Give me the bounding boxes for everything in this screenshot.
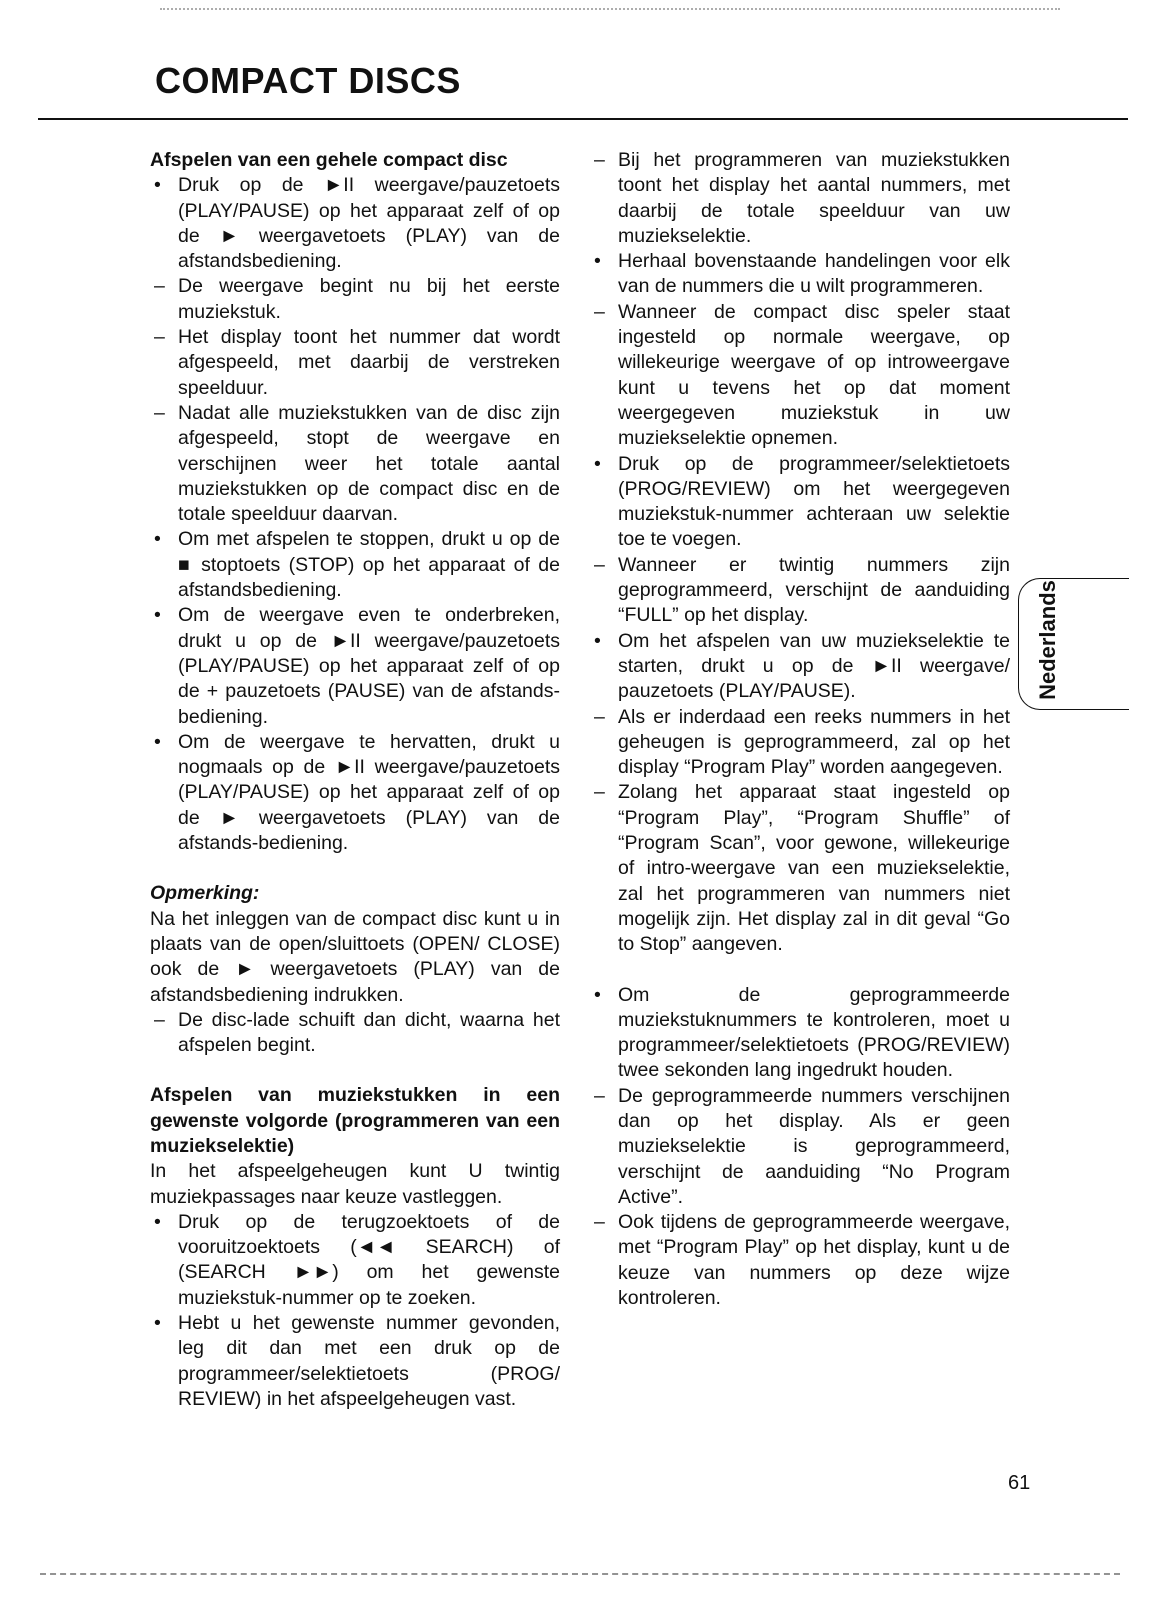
list-marker: – [594, 781, 605, 804]
list-item [590, 452, 1010, 553]
list-marker: • [154, 528, 161, 551]
list-marker: • [594, 629, 601, 652]
right-column [590, 148, 1010, 1311]
list-item [150, 401, 560, 527]
list-item-text: Nadat alle muziekstukken van de disc zijn afgespeeld, stopt de weergave en verschijnen weer het totale aantal muziekstukken op de compact disc en de totale speelduur daarvan. [178, 401, 560, 526]
programming-steps-list [590, 148, 1010, 958]
list-marker: – [594, 705, 605, 728]
list-item [590, 1210, 1010, 1311]
list-item [150, 1311, 560, 1412]
list-item [150, 325, 560, 401]
list-item-text: Bij het programmeren van muziekstukken toont het display het aantal nummers, met daarbij de totale speelduur van uw muziekselektie. [618, 149, 1010, 247]
list-item-text: Druk op de ►II weergave/pauzetoets (PLAY/PAUSE) op het apparaat zelf of op de ► weergavetoets (PLAY) van de afstandsbediening. [178, 174, 560, 273]
list-item [150, 603, 560, 729]
list-item-text: Om de weergave even te onderbreken, drukt u op de ►II weergave/pauzetoets (PLAY/PAUSE) op het apparaat zelf of op de + pauzetoets (PAUSE) van de afstands-bediening. [178, 604, 560, 728]
page-title: COMPACT DISCS [155, 60, 461, 101]
list-item-text: Druk op de terugzoektoets of de vooruitzoektoets (◄◄ SEARCH) of (SEARCH ►►) om het gewenste muziekstuk-nummer op te zoeken. [178, 1210, 560, 1309]
list-marker: • [594, 250, 601, 273]
language-side-tab-label: Nederlands [1035, 580, 1060, 700]
programming-intro: In het afspeelgeheugen kunt U twintig muziekpassages naar keuze vastleggen. [150, 1160, 560, 1208]
list-item-text: Zolang het apparaat staat ingesteld op “Program Play”, “Program Shuffle” of “Program Scan”, voor gewone, willekeurige of intro-weergave van een muziekselektie, zal het programmeren van nummers niet mogelijk zijn. Het display zal in dit geval “Go to Stop” aangeven. [618, 781, 1010, 956]
list-item [150, 730, 560, 856]
scan-noise-top [160, 8, 1060, 16]
list-marker: – [594, 300, 605, 323]
list-item [590, 780, 1010, 957]
list-item-text: Hebt u het gewenste nummer gevonden, leg dit dan met een druk op de programmeer/selektietoets (PROG/ REVIEW) in het afspeelgeheugen vast. [178, 1312, 560, 1410]
list-item [590, 148, 1010, 249]
list-marker: • [154, 604, 161, 627]
list-marker: – [154, 1008, 165, 1031]
list-item [150, 1008, 560, 1059]
list-marker: • [154, 1210, 161, 1233]
list-item-text: Het display toont het nummer dat wordt afgespeeld, met daarbij de verstreken speelduur. [178, 326, 560, 399]
scan-noise-bottom [40, 1573, 1120, 1577]
list-item-text: Om het afspelen van uw muziekselektie te starten, drukt u op de ►II weergave/ pauzetoets (PLAY/PAUSE). [618, 629, 1010, 703]
list-item-text: Om met afspelen te stoppen, drukt u op de ■ stoptoets (STOP) op het apparaat of de afstandsbediening. [178, 528, 560, 602]
list-item [590, 629, 1010, 705]
list-item-text: Herhaal bovenstaande handelingen voor elk van de nummers die u wilt programmeren. [618, 250, 1010, 298]
spacer [150, 856, 560, 881]
list-item [590, 983, 1010, 1084]
list-item-text: Ook tijdens de geprogrammeerde weergave, met “Program Play” op het display, kunt u de keuze van nummers op deze wijze kontroleren. [618, 1211, 1010, 1310]
list-item-text: Om de weergave te hervatten, drukt u nogmaals op de ►II weergave/pauzetoets (PLAY/PAUSE) op het apparaat zelf of op de ► weergavetoets (PLAY) van de afstands-bediening. [178, 730, 560, 855]
list-marker: • [154, 174, 161, 197]
list-marker: – [594, 149, 605, 171]
list-marker: – [594, 1211, 605, 1234]
page-number: 61 [1008, 1472, 1031, 1494]
review-list [590, 983, 1010, 1312]
list-item-text: Wanneer er twintig nummers zijn geprogrammeerd, verschijnt de aanduiding “FULL” op het display. [618, 553, 1010, 627]
list-item-text: Als er inderdaad een reeks nummers in het geheugen is geprogrammeerd, zal op het display “Program Play” worden aangegeven. [618, 705, 1010, 779]
list-item-text: Om de geprogrammeerde muziekstuknummers te kontroleren, moet u programmeer/selektietoets (PROG/REVIEW) twee sekonden lang ingedrukt houden. [618, 983, 1010, 1082]
list-item [150, 527, 560, 603]
list-item [590, 705, 1010, 781]
list-item-text: De geprogrammeerde nummers verschijnen dan op het display. Als er geen muziekselektie is geprogrammeerd, verschijnt de aanduiding “No Program Active”. [618, 1084, 1010, 1208]
list-item [150, 274, 560, 325]
list-item [150, 173, 560, 274]
spacer [150, 1058, 560, 1083]
list-marker: – [594, 553, 605, 576]
list-marker: – [154, 326, 165, 349]
note-text: Na het inleggen van de compact disc kunt u in plaats van de open/sluittoets (OPEN/ CLOSE) ook de ► weergavetoets (PLAY) van de afstandsbediening indrukken. [150, 907, 560, 1006]
section-heading-programming: Afspelen van muziekstukken in een gewenste volgorde (programmeren van een muziekselektie) [150, 1084, 560, 1157]
left-column [150, 148, 560, 1412]
list-marker: – [154, 401, 165, 424]
list-marker: • [154, 730, 161, 753]
play-disc-list [150, 173, 560, 856]
list-marker: • [154, 1312, 161, 1335]
list-item [590, 1084, 1010, 1210]
list-item-text: Druk op de programmeer/selektietoets (PROG/REVIEW) om het weergegeven muziekstuk-nummer achteraan uw selektie toe te voegen. [618, 452, 1010, 551]
spacer [590, 958, 1010, 983]
note-heading: Opmerking: [150, 882, 260, 905]
list-item-text: De weergave begint nu bij het eerste muziekstuk. [178, 275, 560, 323]
list-marker: • [594, 983, 601, 1006]
list-item [590, 300, 1010, 452]
list-item-text: Wanneer de compact disc speler staat ingesteld op normale weergave, op willekeurige weergave of op introweergave kunt u tevens het op dat moment weergegeven muziekstuk in uw muziekselektie opnemen. [618, 300, 1010, 450]
programming-list [150, 1210, 560, 1412]
list-marker: – [594, 1084, 605, 1107]
list-marker: – [154, 275, 165, 298]
title-rule [38, 118, 1128, 120]
list-item [150, 1210, 560, 1311]
list-marker: • [594, 452, 601, 475]
list-item [590, 249, 1010, 300]
section-heading-play-disc: Afspelen van een gehele compact disc [150, 149, 508, 171]
list-item-text: De disc-lade schuift dan dicht, waarna het afspelen begint. [178, 1008, 560, 1057]
list-item [590, 553, 1010, 629]
